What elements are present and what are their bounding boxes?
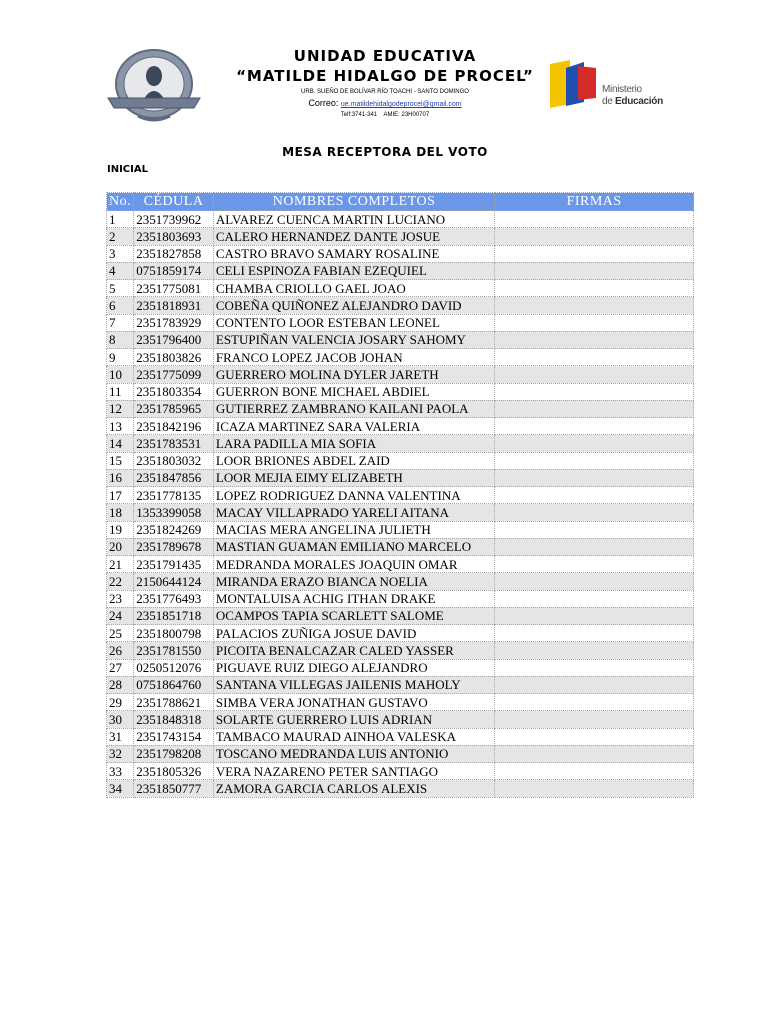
row-number: 5 [107,280,134,297]
row-cedula: 2351818931 [134,297,214,314]
row-number: 26 [107,642,134,659]
row-number: 27 [107,659,134,676]
row-number: 7 [107,314,134,331]
table-row [107,659,694,676]
row-number: 19 [107,521,134,538]
school-seal-logo [104,46,204,126]
row-number: 25 [107,625,134,642]
row-firma-cell[interactable] [495,469,694,486]
row-cedula: 0250512076 [134,659,214,676]
row-cedula: 2351805326 [134,763,214,780]
row-firma-cell[interactable] [495,538,694,555]
row-cedula: 2351781550 [134,642,214,659]
row-cedula: 2351796400 [134,331,214,348]
row-cedula: 2351848318 [134,711,214,728]
row-nombre: CELI ESPINOZA FABIAN EZEQUIEL [213,262,494,279]
row-cedula: 2351789678 [134,538,214,555]
row-nombre: LOPEZ RODRIGUEZ DANNA VALENTINA [213,487,494,504]
row-firma-cell[interactable] [495,383,694,400]
row-cedula: 0751864760 [134,676,214,693]
row-cedula: 2150644124 [134,573,214,590]
row-firma-cell[interactable] [495,487,694,504]
row-firma-cell[interactable] [495,452,694,469]
row-nombre: GUERRERO MOLINA DYLER JARETH [213,366,494,383]
row-number: 20 [107,538,134,555]
table-row [107,556,694,573]
table-row [107,676,694,693]
document-subtitle: INICIAL [107,164,148,175]
row-nombre: TOSCANO MEDRANDA LUIS ANTONIO [213,745,494,762]
row-nombre: ESTUPIÑAN VALENCIA JOSARY SAHOMY [213,331,494,348]
ministry-line2-prefix: de [602,96,613,107]
table-row [107,366,694,383]
row-number: 9 [107,349,134,366]
row-number: 29 [107,694,134,711]
table-row [107,297,694,314]
row-number: 31 [107,728,134,745]
row-cedula: 2351803693 [134,228,214,245]
row-number: 10 [107,366,134,383]
row-number: 6 [107,297,134,314]
row-number: 23 [107,590,134,607]
row-cedula: 2351824269 [134,521,214,538]
row-number: 8 [107,331,134,348]
row-firma-cell[interactable] [495,728,694,745]
row-nombre: OCAMPOS TAPIA SCARLETT SALOME [213,607,494,624]
row-firma-cell[interactable] [495,400,694,417]
row-firma-cell[interactable] [495,504,694,521]
header-no: No. [107,193,134,211]
table-row [107,400,694,417]
row-firma-cell[interactable] [495,694,694,711]
row-nombre: PALACIOS ZUÑIGA JOSUE DAVID [213,625,494,642]
row-cedula: 2351847856 [134,469,214,486]
row-cedula: 2351778135 [134,487,214,504]
row-number: 1 [107,211,134,228]
row-nombre: GUTIERREZ ZAMBRANO KAILANI PAOLA [213,400,494,417]
row-nombre: LOOR BRIONES ABDEL ZAID [213,452,494,469]
table-row [107,314,694,331]
row-nombre: CONTENTO LOOR ESTEBAN LEONEL [213,314,494,331]
row-cedula: 2351783531 [134,435,214,452]
table-row [107,487,694,504]
email-line [230,97,540,111]
row-firma-cell[interactable] [495,625,694,642]
school-address: URB. SUEÑO DE BOLÍVAR RÍO TOACHI - SANTO DOMINGO [301,89,469,95]
table-row [107,573,694,590]
row-nombre: MACAY VILLAPRADO YARELI AITANA [213,504,494,521]
row-firma-cell[interactable] [495,280,694,297]
row-number: 34 [107,780,134,797]
row-firma-cell[interactable] [495,711,694,728]
row-nombre: CALERO HERNANDEZ DANTE JOSUE [213,228,494,245]
row-cedula: 2351803826 [134,349,214,366]
row-cedula: 2351803354 [134,383,214,400]
table-row [107,418,694,435]
row-nombre: SANTANA VILLEGAS JAILENIS MAHOLY [213,676,494,693]
table-row [107,728,694,745]
row-nombre: ICAZA MARTINEZ SARA VALERIA [213,418,494,435]
table-row [107,607,694,624]
row-nombre: CASTRO BRAVO SAMARY ROSALINE [213,245,494,262]
header-cedula: CÉDULA [134,193,214,211]
table-row [107,763,694,780]
table-row [107,349,694,366]
row-nombre: MIRANDA ERAZO BIANCA NOELIA [213,573,494,590]
school-name-line1: UNIDAD EDUCATIVA [293,47,477,65]
table-row [107,228,694,245]
row-firma-cell[interactable] [495,676,694,693]
table-row [107,711,694,728]
row-nombre: SOLARTE GUERRERO LUIS ADRIAN [213,711,494,728]
table-row [107,452,694,469]
row-cedula: 2351800798 [134,625,214,642]
row-cedula: 2351783929 [134,314,214,331]
row-number: 32 [107,745,134,762]
row-firma-cell[interactable] [495,245,694,262]
row-nombre: VERA NAZARENO PETER SANTIAGO [213,763,494,780]
row-firma-cell[interactable] [495,521,694,538]
row-firma-cell[interactable] [495,763,694,780]
row-number: 15 [107,452,134,469]
table-row [107,280,694,297]
table-row [107,331,694,348]
row-cedula: 2351743154 [134,728,214,745]
row-firma-cell[interactable] [495,297,694,314]
row-number: 21 [107,556,134,573]
row-number: 18 [107,504,134,521]
contact-line [230,111,540,119]
row-nombre: ZAMORA GARCIA CARLOS ALEXIS [213,780,494,797]
ministry-name [602,84,663,108]
ministry-line1: Ministerio [602,84,642,95]
phone-text: Telf:3741-341 [340,112,378,118]
row-firma-cell[interactable] [495,780,694,797]
row-number: 30 [107,711,134,728]
row-cedula: 2351842196 [134,418,214,435]
row-cedula: 2351850777 [134,780,214,797]
row-firma-cell[interactable] [495,745,694,762]
row-cedula: 0751859174 [134,262,214,279]
table-row [107,435,694,452]
row-firma-cell[interactable] [495,659,694,676]
row-nombre: GUERRON BONE MICHAEL ABDIEL [213,383,494,400]
row-nombre: COBEÑA QUIÑONEZ ALEJANDRO DAVID [213,297,494,314]
row-nombre: LOOR MEJIA EIMY ELIZABETH [213,469,494,486]
row-number: 22 [107,573,134,590]
row-cedula: 2351775081 [134,280,214,297]
row-cedula: 2351739962 [134,211,214,228]
table-row [107,211,694,228]
row-number: 17 [107,487,134,504]
amie-text: AMIE: 23H00707 [383,112,430,118]
row-number: 24 [107,607,134,624]
row-nombre: PIGUAVE RUIZ DIEGO ALEJANDRO [213,659,494,676]
table-row [107,780,694,797]
table-body [107,211,694,798]
row-firma-cell[interactable] [495,418,694,435]
row-nombre: CHAMBA CRIOLLO GAEL JOAO [213,280,494,297]
voter-roster-table [106,192,694,798]
row-firma-cell[interactable] [495,435,694,452]
row-nombre: PICOITA BENALCAZAR CALED YASSER [213,642,494,659]
row-number: 28 [107,676,134,693]
table-row [107,262,694,279]
header-nombres: NOMBRES COMPLETOS [213,193,494,211]
row-nombre: TAMBACO MAURAD AINHOA VALESKA [213,728,494,745]
email-link[interactable]: ue.matildehidalgodeprocel@gmail.com [340,101,462,108]
table-row [107,504,694,521]
row-number: 16 [107,469,134,486]
row-nombre: SIMBA VERA JONATHAN GUSTAVO [213,694,494,711]
table-row [107,538,694,555]
table-row [107,469,694,486]
row-number: 33 [107,763,134,780]
row-number: 3 [107,245,134,262]
row-firma-cell[interactable] [495,642,694,659]
row-firma-cell[interactable] [495,607,694,624]
email-label: Correo: [308,98,339,108]
row-cedula: 2351827858 [134,245,214,262]
row-cedula: 2351785965 [134,400,214,417]
row-nombre: LARA PADILLA MIA SOFIA [213,435,494,452]
table-row [107,694,694,711]
school-name-line2: “MATILDE HIDALGO DE PROCEL” [236,67,534,85]
row-firma-cell[interactable] [495,573,694,590]
header-firmas: FIRMAS [495,193,694,211]
school-header [230,46,540,119]
row-cedula: 2351775099 [134,366,214,383]
row-nombre: FRANCO LOPEZ JACOB JOHAN [213,349,494,366]
row-number: 12 [107,400,134,417]
table-row [107,745,694,762]
table-row [107,625,694,642]
row-cedula: 2351851718 [134,607,214,624]
row-nombre: MASTIAN GUAMAN EMILIANO MARCELO [213,538,494,555]
row-cedula: 2351791435 [134,556,214,573]
row-number: 11 [107,383,134,400]
row-firma-cell[interactable] [495,331,694,348]
row-number: 2 [107,228,134,245]
row-number: 4 [107,262,134,279]
row-firma-cell[interactable] [495,366,694,383]
row-firma-cell[interactable] [495,211,694,228]
row-firma-cell[interactable] [495,590,694,607]
row-cedula: 2351798208 [134,745,214,762]
row-cedula: 2351776493 [134,590,214,607]
document-title: MESA RECEPTORA DEL VOTO [282,145,488,159]
row-cedula: 2351803032 [134,452,214,469]
row-firma-cell[interactable] [495,314,694,331]
row-firma-cell[interactable] [495,556,694,573]
ministry-line2: Educación [615,96,663,107]
table-row [107,245,694,262]
table-row [107,590,694,607]
row-firma-cell[interactable] [495,349,694,366]
table-row [107,383,694,400]
row-nombre: ALVAREZ CUENCA MARTIN LUCIANO [213,211,494,228]
row-nombre: MEDRANDA MORALES JOAQUIN OMAR [213,556,494,573]
row-number: 13 [107,418,134,435]
row-nombre: MACIAS MERA ANGELINA JULIETH [213,521,494,538]
row-firma-cell[interactable] [495,228,694,245]
row-number: 14 [107,435,134,452]
table-header-row [107,193,694,211]
table-row [107,642,694,659]
row-cedula: 1353399058 [134,504,214,521]
table-row [107,521,694,538]
row-firma-cell[interactable] [495,262,694,279]
row-cedula: 2351788621 [134,694,214,711]
row-nombre: MONTALUISA ACHIG ITHAN DRAKE [213,590,494,607]
